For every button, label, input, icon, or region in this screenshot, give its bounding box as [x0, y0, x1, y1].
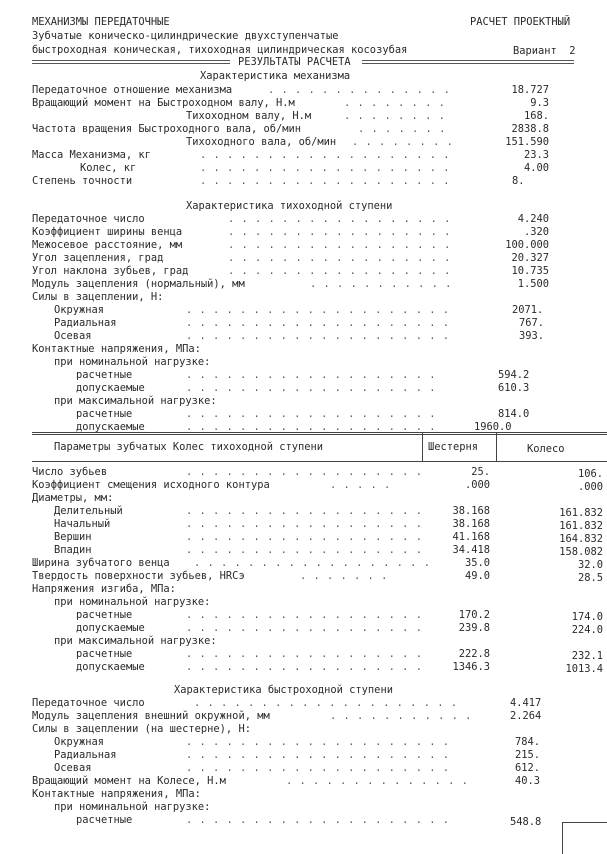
row-value: 100.000 — [505, 239, 549, 251]
leader-dots: . . . . . . . . . . . . . . . . . . . — [200, 162, 450, 174]
table-row-label: расчетные — [76, 648, 133, 660]
row-label: Коэффициент ширины венца — [32, 226, 183, 238]
table-cell-wheel: 164.832 — [559, 533, 603, 545]
row-label: Угол наклона зубьев, град — [32, 265, 189, 277]
table-cell-wheel: 232.1 — [571, 650, 603, 662]
row-label: Частота вращения Быстроходного вала, об/мин — [32, 123, 301, 135]
row-label: Силы в зацеплении (на шестерне), Н: — [32, 723, 251, 735]
table-row-label: Напряжения изгиба, МПа: — [32, 583, 176, 595]
leader-dots: . . . . . . . . . . . . . . . . . — [228, 213, 451, 225]
leader-dots: . . . . . . . . . . . . . . . . . — [228, 239, 451, 251]
leader-dots: . . . . . . . . . . . . . . . . . . . . — [186, 330, 450, 342]
leader-dots: . . . . . — [330, 479, 391, 491]
corner-mark — [562, 822, 563, 854]
table-cell-wheel: 158.082 — [559, 546, 603, 558]
row-value: 2071. — [512, 304, 544, 316]
row-value: 548.8 — [510, 816, 542, 828]
row-value: 23.3 — [523, 149, 549, 161]
row-label: Контактные напряжения, МПа: — [32, 343, 201, 355]
row-label: Передаточное число — [32, 697, 145, 709]
table-cell-wheel: 224.0 — [571, 624, 603, 636]
row-value: 4.417 — [510, 697, 542, 709]
table-row-label: при номинальной нагрузке: — [54, 596, 211, 608]
leader-dots: . . . . . . . . . . . . . . . . . — [228, 252, 451, 264]
table-row-label: Вершин — [54, 531, 92, 543]
mechanism-heading: Характеристика механизма — [200, 70, 351, 82]
row-label: Масса Механизма, кг — [32, 149, 151, 161]
table-row-label: Число зубьев — [32, 466, 108, 478]
leader-dots: . . . . . . . . . . . . . . . . . . — [186, 466, 423, 478]
row-value: .320 — [523, 226, 549, 238]
row-label: Окружная — [54, 304, 105, 316]
table-row-label: Коэффициент смещения исходного контура — [32, 479, 270, 491]
row-label: при номинальной нагрузке: — [54, 356, 211, 368]
row-label: Межосевое расстояние, мм — [32, 239, 183, 251]
row-label: Осевая — [54, 762, 92, 774]
row-value: 784. — [515, 736, 541, 748]
table-cell-pinion: 34.418 — [452, 544, 490, 556]
document-subtitle: Зубчатые коническо-цилиндрические двухступенчатые — [32, 30, 339, 42]
leader-dots: . . . . . . . . . . . . . . . . . . . — [186, 421, 436, 433]
table-cell-wheel: 161.832 — [559, 520, 603, 532]
row-value: 4.240 — [517, 213, 549, 225]
leader-dots: . . . . . . . — [358, 123, 446, 135]
table-cell-pinion: 170.2 — [458, 609, 490, 621]
row-label: Окружная — [54, 736, 105, 748]
row-value: 18.727 — [511, 84, 549, 96]
leader-dots: . . . . . . . . . . . . . . . . . . — [186, 544, 423, 556]
table-row-label: допускаемые — [76, 622, 145, 634]
row-label: допускаемые — [76, 421, 145, 433]
row-value: 610.3 — [498, 382, 530, 394]
table-top-border — [32, 432, 607, 433]
row-label: Контактные напряжения, МПа: — [32, 788, 201, 800]
row-label: Радиальная — [54, 749, 117, 761]
row-value: 4.00 — [523, 162, 549, 174]
table-cell-pinion: 41.168 — [452, 531, 490, 543]
table-cell-pinion: 239.8 — [458, 622, 490, 634]
table-cell-pinion: 38.168 — [452, 518, 490, 530]
table-cell-pinion: 222.8 — [458, 648, 490, 660]
leader-dots: . . . . . . . . . . . . . . . . . . . — [200, 175, 450, 187]
row-label: Степень точности — [32, 175, 133, 187]
table-cell-pinion: 25. — [471, 466, 490, 478]
leader-dots: . . . . . . . . . . . . . . . . . . . . — [186, 736, 450, 748]
leader-dots: . . . . . . . . . . . . . . . . . — [228, 265, 451, 277]
document-title: МЕХАНИЗМЫ ПЕРЕДАТОЧНЫЕ — [32, 16, 170, 28]
row-label: Тихоходном валу, Н.м — [186, 110, 312, 122]
row-label: Осевая — [54, 330, 92, 342]
table-header-pinion: Шестерня — [428, 441, 479, 453]
leader-dots: . . . . . . . . . . . . . . . . . . — [186, 648, 423, 660]
table-cell-wheel: 28.5 — [577, 572, 603, 584]
leader-dots: . . . . . . . . . . . . . . . . . . — [186, 518, 423, 530]
row-value: 9.3 — [530, 97, 549, 109]
row-label: Вращающий момент на Колесе, Н.м — [32, 775, 226, 787]
row-label: Модуль зацепления (нормальный), мм — [32, 278, 245, 290]
leader-dots: . . . . . . . . . . . . . . . . . . . . — [186, 814, 450, 826]
row-value: 215. — [515, 749, 541, 761]
row-label: Вращающий момент на Быстроходном валу, Н.м — [32, 97, 295, 109]
leader-dots: . . . . . . . . . . . . . . . . . . . . — [194, 697, 458, 709]
row-value: 594.2 — [498, 369, 530, 381]
row-label: расчетные — [76, 814, 133, 826]
leader-dots: . . . . . . . . . . . . . . . . . . — [186, 505, 423, 517]
table-cell-wheel: 1013.4 — [565, 663, 603, 675]
table-cell-pinion: .000 — [464, 479, 490, 491]
table-row-label: при максимальной нагрузке: — [54, 635, 217, 647]
leader-dots: . . . . . . . . . . . — [330, 710, 472, 722]
table-cell-wheel: 161.832 — [559, 507, 603, 519]
leader-dots: . . . . . . . . . . . . . . . . . . . — [186, 369, 436, 381]
leader-dots: . . . . . . . . . . . . . . — [286, 775, 469, 787]
slow-stage-heading: Характеристика тихоходной ступени — [186, 200, 393, 212]
leader-dots: . . . . . . . . . . . . . . . . . . . . — [186, 749, 450, 761]
leader-dots: . . . . . . . — [300, 570, 388, 582]
leader-dots: . . . . . . . . . . . . . . . . . . — [194, 557, 431, 569]
row-value: 168. — [523, 110, 549, 122]
leader-dots: . . . . . . . . — [352, 136, 454, 148]
leader-dots: . . . . . . . . . . . . . . . . . . . — [186, 382, 436, 394]
leader-dots: . . . . . . . . . . . . . . . . . . — [186, 622, 423, 634]
table-row-label: расчетные — [76, 609, 133, 621]
leader-dots: . . . . . . . . . . . . . . . . . . . . — [186, 304, 450, 316]
table-row-label: Твердость поверхности зубьев, HRCэ — [32, 570, 245, 582]
table-cell-pinion: 35.0 — [464, 557, 490, 569]
row-label: при максимальной нагрузке: — [54, 395, 217, 407]
fast-stage-heading: Характеристика быстроходной ступени — [174, 684, 393, 696]
row-value: 151.590 — [505, 136, 549, 148]
row-label: Угол зацепления, град — [32, 252, 164, 264]
row-value: 8. — [512, 175, 525, 187]
table-top-border — [32, 434, 607, 435]
leader-dots: . . . . . . . . . . . . . . . . . — [228, 226, 451, 238]
table-header-wheel: Колесо — [527, 443, 565, 455]
row-value: 1960.0 — [474, 421, 512, 433]
table-row-label: Впадин — [54, 544, 92, 556]
row-value: 2838.8 — [511, 123, 549, 135]
leader-dots: . . . . . . . . . . . . . . . . . . — [186, 661, 423, 673]
row-label: Радиальная — [54, 317, 117, 329]
row-value: 2.264 — [510, 710, 542, 722]
row-label: расчетные — [76, 408, 133, 420]
row-value: 393. — [519, 330, 545, 342]
row-label: при номинальной нагрузке: — [54, 801, 211, 813]
leader-dots: . . . . . . . . . . . — [310, 278, 452, 290]
table-row-label: Делительный — [54, 505, 123, 517]
row-value: 20.327 — [511, 252, 549, 264]
row-value: 767. — [519, 317, 545, 329]
table-header-params: Параметры зубчатых Колес тихоходной ступени — [54, 441, 323, 453]
results-heading: РЕЗУЛЬТАТЫ РАСЧЕТА — [238, 56, 351, 68]
row-label: Силы в зацеплении, Н: — [32, 291, 164, 303]
row-label: Модуль зацепления внешний окружной, мм — [32, 710, 270, 722]
leader-dots: . . . . . . . . . . . . . . . . . . . . — [186, 762, 450, 774]
divider — [32, 60, 230, 64]
calc-type: РАСЧЕТ ПРОЕКТНЫЙ — [470, 16, 571, 28]
leader-dots: . . . . . . . . . . . . . . . . . . . — [186, 408, 436, 420]
table-row-label: Диаметры, мм: — [32, 492, 114, 504]
table-cell-wheel: 106. — [577, 468, 603, 480]
row-value: 814.0 — [498, 408, 530, 420]
leader-dots: . . . . . . . . . . . . . . — [268, 84, 451, 96]
leader-dots: . . . . . . . . — [344, 110, 446, 122]
table-row-label: Начальный — [54, 518, 111, 530]
row-value: 10.735 — [511, 265, 549, 277]
table-cell-pinion: 1346.3 — [452, 661, 490, 673]
corner-mark — [562, 822, 607, 823]
row-label: Передаточное число — [32, 213, 145, 225]
table-cell-wheel: 32.0 — [577, 559, 603, 571]
row-label: допускаемые — [76, 382, 145, 394]
row-label: Колес, кг — [80, 162, 137, 174]
table-header-border — [32, 461, 607, 462]
variant-label: Вариант 2 — [513, 45, 576, 57]
table-row-label: допускаемые — [76, 661, 145, 673]
row-value: 612. — [515, 762, 541, 774]
table-row-label: Ширина зубчатого венца — [32, 557, 170, 569]
row-label: расчетные — [76, 369, 133, 381]
divider — [362, 60, 574, 64]
leader-dots: . . . . . . . . . . . . . . . . . . — [186, 609, 423, 621]
document-description: быстроходная коническая, тихоходная цилиндрическая косозубая — [32, 44, 408, 56]
table-cell-pinion: 38.168 — [452, 505, 490, 517]
leader-dots: . . . . . . . . — [344, 97, 446, 109]
leader-dots: . . . . . . . . . . . . . . . . . . . . — [186, 317, 450, 329]
row-value: 1.500 — [517, 278, 549, 290]
table-cell-pinion: 49.0 — [464, 570, 490, 582]
leader-dots: . . . . . . . . . . . . . . . . . . — [186, 531, 423, 543]
row-value: 40.3 — [515, 775, 541, 787]
row-label: Передаточное отношение механизма — [32, 84, 233, 96]
table-column-divider — [496, 433, 497, 461]
table-cell-wheel: .000 — [577, 481, 603, 493]
leader-dots: . . . . . . . . . . . . . . . . . . . — [200, 149, 450, 161]
table-column-divider — [422, 433, 423, 461]
row-label: Тихоходного вала, об/мин — [186, 136, 337, 148]
table-cell-wheel: 174.0 — [571, 611, 603, 623]
